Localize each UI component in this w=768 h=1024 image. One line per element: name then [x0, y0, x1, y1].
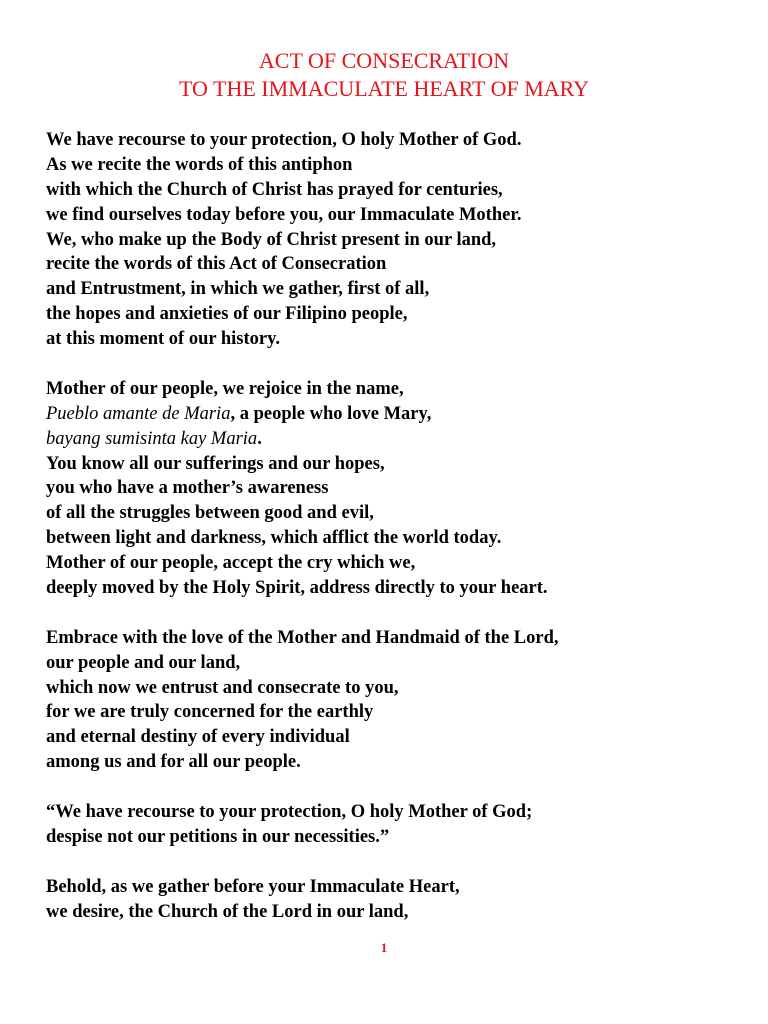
text-line: we find ourselves today before you, our Immaculate Mother. [46, 204, 522, 225]
stanza-gap [46, 850, 746, 875]
text-line: Behold, as we gather before your Immaculate Heart, [46, 876, 460, 897]
text-line: despise not our petitions in our necessities.” [46, 826, 390, 847]
text-line: Mother of our people, we rejoice in the name, [46, 378, 404, 399]
text-line: our people and our land, [46, 652, 241, 673]
text-line: and Entrustment, in which we gather, first of all, [46, 279, 430, 300]
stanza-3 [46, 626, 746, 775]
text-line: We have recourse to your protection, O holy Mother of God. [46, 130, 522, 150]
stanza-gap [46, 601, 746, 626]
text-fragment: , a people who love Mary, [230, 403, 432, 424]
italic-phrase: bayang sumisinta kay Maria [46, 428, 258, 449]
text-line: recite the words of this Act of Consecration [46, 254, 387, 275]
text-line: at this moment of our history. [46, 329, 280, 350]
text-line: “We have recourse to your protection, O holy Mother of God; [46, 802, 533, 823]
stanza-1 [46, 128, 746, 352]
text-line: with which the Church of Christ has prayed for centuries, [46, 179, 503, 200]
text-line: between light and darkness, which afflict the world today. [46, 528, 502, 549]
document-title-line-2: TO THE IMMACULATE HEART OF MARY [179, 76, 589, 101]
text-line: the hopes and anxieties of our Filipino people, [46, 304, 408, 325]
text-line: of all the struggles between good and evil, [46, 503, 374, 524]
stanza-gap [46, 775, 746, 800]
text-line: among us and for all our people. [46, 752, 301, 773]
text-line: deeply moved by the Holy Spirit, address directly to your heart. [46, 578, 548, 599]
text-line: Mother of our people, accept the cry which we, [46, 553, 416, 574]
text-line: As we recite the words of this antiphon [46, 154, 353, 175]
text-line-with-italic [46, 402, 746, 427]
text-line: you who have a mother’s awareness [46, 478, 329, 499]
stanza-4 [46, 800, 746, 850]
italic-phrase: Pueblo amante de Maria [46, 403, 231, 424]
text-line: Embrace with the love of the Mother and Handmaid of the Lord, [46, 627, 559, 648]
text-line: we desire, the Church of the Lord in our land, [46, 901, 409, 922]
stanza-5 [46, 875, 746, 925]
stanza-2 [46, 377, 746, 601]
stanza-gap [46, 352, 746, 377]
page-number: 1 [380, 940, 388, 955]
text-line: and eternal destiny of every individual [46, 727, 350, 748]
text-line-with-italic [46, 427, 746, 452]
text-fragment: . [257, 428, 262, 449]
text-line: We, who make up the Body of Christ present in our land, [46, 229, 497, 250]
text-line: which now we entrust and consecrate to you, [46, 677, 399, 698]
text-line: for we are truly concerned for the earthly [46, 702, 374, 723]
document-title-line-1: ACT OF CONSECRATION [258, 48, 510, 73]
text-line: You know all our sufferings and our hopes, [46, 453, 385, 474]
prayer-body [46, 128, 746, 925]
